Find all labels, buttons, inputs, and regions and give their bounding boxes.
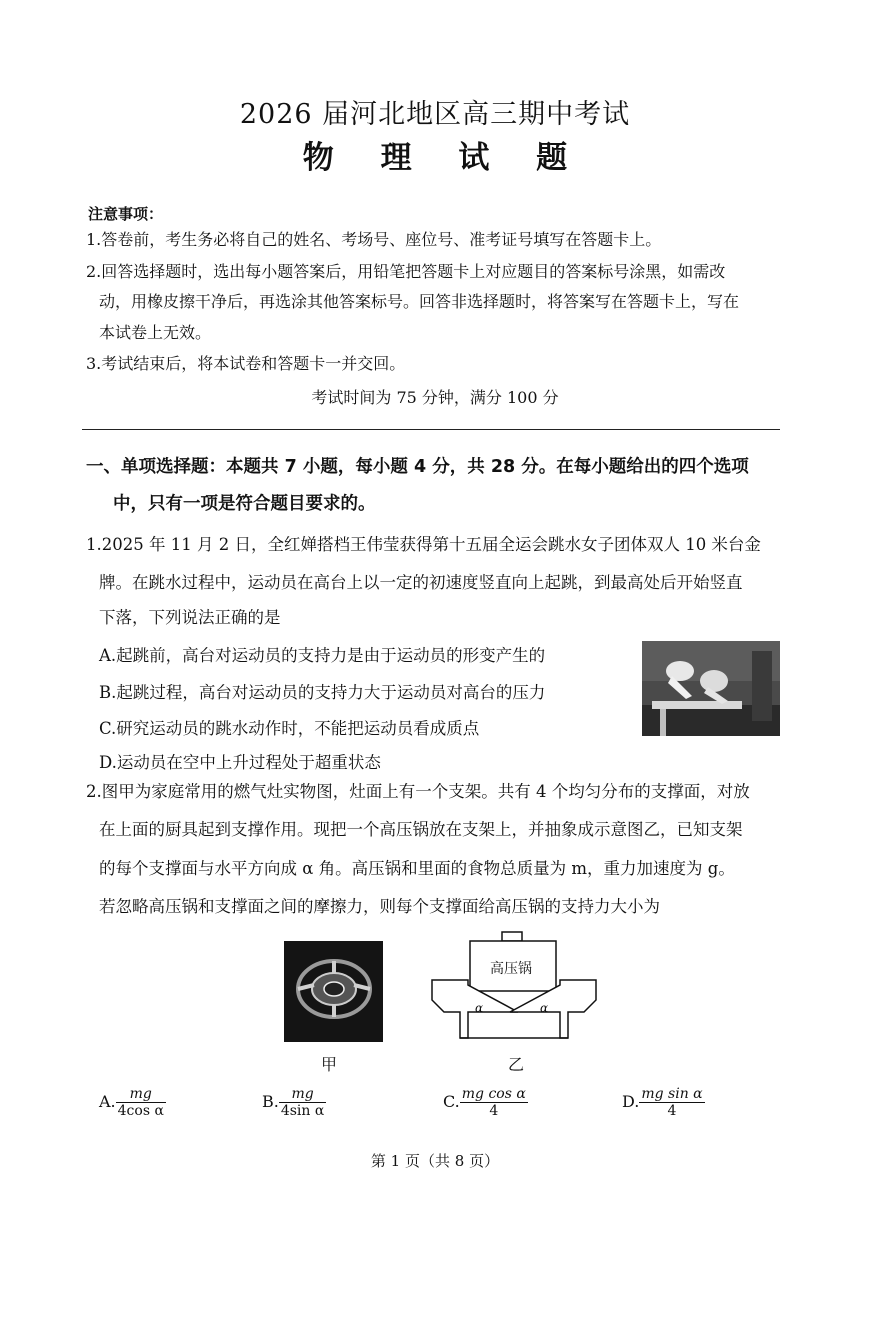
q2-answer-b-denominator: 4sin α (280, 1103, 325, 1119)
q2-answer-a-denominator: 4cos α (117, 1103, 164, 1119)
q2-answer-b-letter: B. (262, 1092, 279, 1111)
q2-stem-line-4: 若忽略高压锅和支撑面之间的摩擦力，则每个支撑面给高压锅的支持力大小为 (99, 897, 660, 916)
notes-heading: 注意事项： (88, 205, 164, 223)
q2-answer-c-fraction (460, 1086, 528, 1119)
figure-a-caption: 甲 (321, 1055, 338, 1074)
q2-stem-line-2: 在上面的厨具起到支撑作用。现把一个高压锅放在支架上，并抽象成示意图乙，已知支架 (99, 820, 743, 839)
q2-answer-b (262, 1086, 326, 1119)
section-heading-line-1: 一、单项选择题：本题共 7 小题，每小题 4 分，共 28 分。在每小题给出的四个选项 (86, 457, 749, 477)
cooker-label: 高压锅 (490, 961, 532, 977)
note-line-1: 1.答卷前，考生务必将自己的姓名、考场号、座位号、准考证号填写在答题卡上。 (86, 230, 662, 249)
figure-b-caption: 乙 (508, 1055, 525, 1074)
q2-answer-d-denominator: 4 (667, 1103, 677, 1119)
note-line-2: 2.回答选择题时，选出每小题答案后，用铅笔把答题卡上对应题目的答案标号涂黑，如需改 (86, 262, 726, 281)
q2-answer-d-letter: D. (622, 1092, 640, 1111)
q2-answer-b-numerator: mg (279, 1086, 327, 1103)
q1-option-b: B.起跳过程，高台对运动员的支持力大于运动员对高台的压力 (99, 683, 546, 702)
q2-answer-c-numerator: mg cos α (461, 1086, 526, 1102)
q1-stem-line-3: 下落，下列说法正确的是 (99, 608, 281, 627)
q2-answer-a-letter: A. (99, 1092, 116, 1111)
q2-answer-c (443, 1086, 528, 1119)
q2-stem-line-3: 的每个支撑面与水平方向成 α 角。高压锅和里面的食物总质量为 m，重力加速度为 g。 (99, 859, 735, 878)
q1-option-d: D.运动员在空中上升过程处于超重状态 (99, 753, 381, 772)
subject-title: 物 理 试 题 (302, 140, 586, 176)
q2-answer-c-letter: C. (443, 1092, 460, 1111)
q2-answer-d-fraction (639, 1086, 704, 1119)
q2-answer-a-numerator: mg (116, 1086, 166, 1103)
page-footer: 第 1 页（共 8 页） (370, 1152, 500, 1170)
note-line-5: 3.考试结束后，将本试卷和答题卡一并交回。 (86, 354, 406, 373)
exam-time: 考试时间为 75 分钟，满分 100 分 (311, 388, 559, 407)
q2-answer-d (622, 1086, 705, 1119)
q1-stem-line-1: 1.2025 年 11 月 2 日，全红婵搭档王伟莹获得第十五届全运会跳水女子团体双人 10 米台金 (86, 535, 761, 554)
q2-answer-c-denominator: 4 (489, 1103, 499, 1119)
note-line-4: 本试卷上无效。 (99, 323, 212, 342)
gas-stove-photo (284, 941, 383, 1042)
divider-rule (82, 429, 780, 430)
exam-title: 2026 届河北地区高三期中考试 (239, 99, 631, 130)
diving-photo (642, 641, 780, 736)
q2-answer-a (99, 1086, 166, 1119)
section-heading-line-2: 中，只有一项是符合题目要求的。 (113, 494, 376, 514)
angle-label-right: α (540, 1001, 549, 1015)
pressure-cooker-diagram (430, 930, 598, 1040)
angle-label-left: α (475, 1001, 484, 1015)
q2-answer-a-fraction (116, 1086, 166, 1119)
note-line-3: 动，用橡皮擦干净后，再选涂其他答案标号。回答非选择题时，将答案写在答题卡上，写在 (99, 292, 740, 311)
q1-stem-line-2: 牌。在跳水过程中，运动员在高台上以一定的初速度竖直向上起跳，到最高处后开始竖直 (99, 573, 743, 592)
q2-answer-d-numerator: mg sin α (641, 1086, 703, 1102)
q1-option-c: C.研究运动员的跳水动作时，不能把运动员看成质点 (99, 719, 480, 738)
q1-option-a: A.起跳前，高台对运动员的支持力是由于运动员的形变产生的 (99, 646, 546, 665)
q2-stem-line-1: 2.图甲为家庭常用的燃气灶实物图，灶面上有一个支架。共有 4 个均匀分布的支撑面，对放 (86, 782, 750, 801)
q2-answer-b-fraction (279, 1086, 327, 1119)
